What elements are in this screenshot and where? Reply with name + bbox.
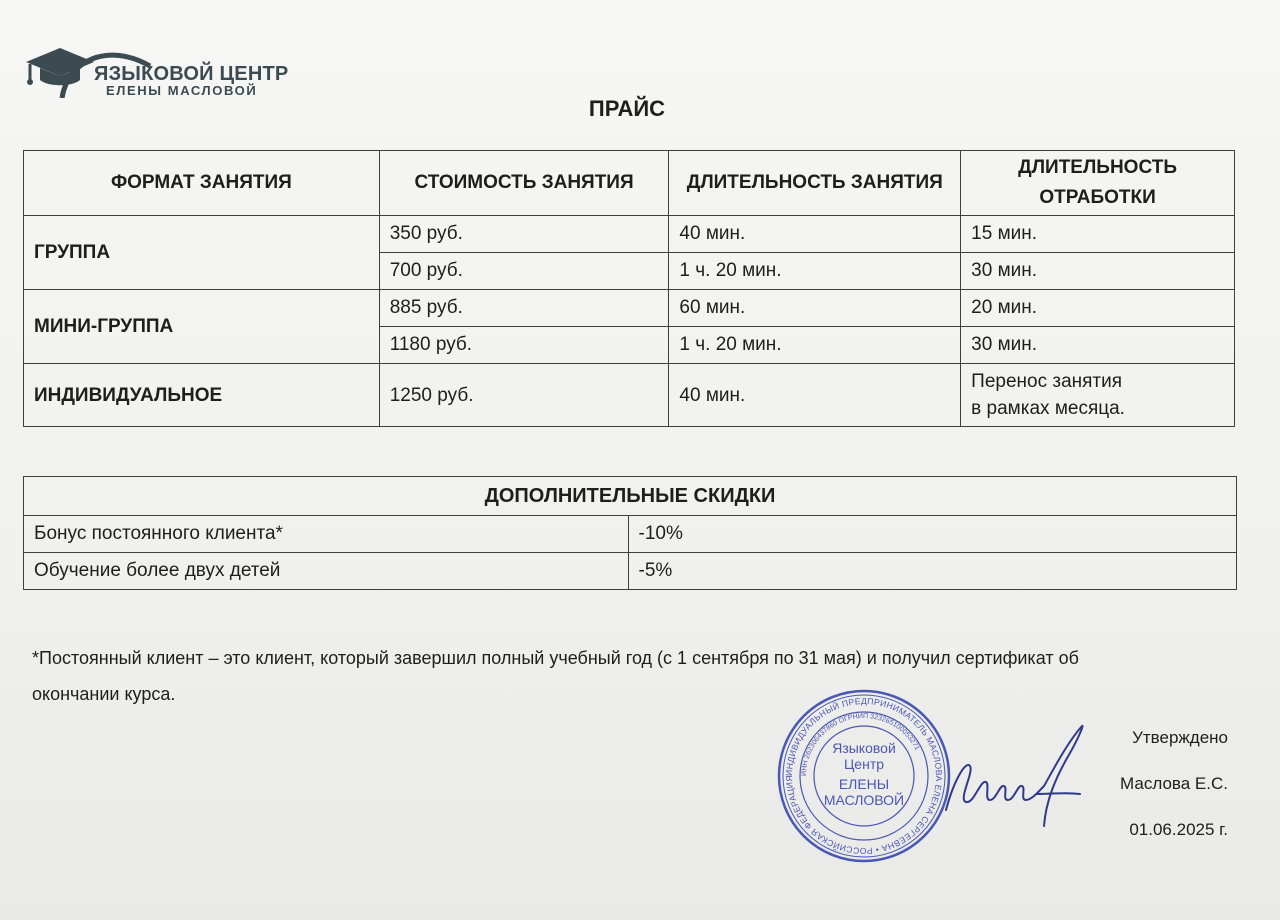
stamp-line: Центр <box>843 756 885 772</box>
duration-cell: 1 ч. 20 мин. <box>669 253 961 290</box>
makeup-cell: 30 мин. <box>961 327 1235 364</box>
discounts-title: ДОПОЛНИТЕЛЬНЫЕ СКИДКИ <box>24 477 1237 516</box>
official-stamp <box>776 688 952 864</box>
duration-cell: 1 ч. 20 мин. <box>669 327 961 364</box>
approval-label: Утверждено <box>1132 728 1228 747</box>
approval-date: 01.06.2025 г. <box>1129 820 1228 839</box>
logo-subtitle: ЕЛЕНЫ МАСЛОВОЙ <box>106 83 258 98</box>
table-header-row <box>24 477 1237 516</box>
stamp-line: ЕЛЕНЫ <box>838 776 890 792</box>
table-row <box>24 516 1237 553</box>
table-row <box>24 216 1235 253</box>
makeup-line: в рамках месяца. <box>971 398 1125 419</box>
stamp-line: МАСЛОВОЙ <box>823 792 905 808</box>
approver-name: Маслова Е.С. <box>1120 774 1228 793</box>
column-header-duration: ДЛИТЕЛЬНОСТЬ ЗАНЯТИЯ <box>669 151 961 216</box>
approval-block <box>1120 726 1228 864</box>
makeup-cell: 15 мин. <box>961 216 1235 253</box>
svg-text:ИНН 262306437860 ОГРНИП 323265: ИНН 262306437860 ОГРНИП 323265100053271 <box>800 712 921 777</box>
column-header-makeup: ДЛИТЕЛЬНОСТЬ ОТРАБОТКИ <box>961 151 1235 216</box>
company-logo <box>22 16 289 100</box>
duration-cell: 60 мин. <box>669 290 961 327</box>
makeup-line: Перенос занятия <box>971 371 1123 392</box>
cost-cell: 1180 руб. <box>379 327 669 364</box>
discounts-table <box>23 476 1237 590</box>
logo-title: ЯЗЫКОВОЙ ЦЕНТР <box>94 63 289 85</box>
discount-value: -5% <box>628 553 1236 590</box>
makeup-cell: 30 мин. <box>961 253 1235 290</box>
stamp-line: Языковой <box>832 740 896 756</box>
svg-text:ИНДИВИДУАЛЬНЫЙ ПРЕДПРИНИМАТЕЛЬ: ИНДИВИДУАЛЬНЫЙ ПРЕДПРИНИМАТЕЛЬ МАСЛОВА ЕЛЕНА СЕРГЕЕВНА • РОССИЙСКАЯ ФЕДЕРАЦИЯ <box>783 695 945 857</box>
makeup-cell <box>961 364 1235 427</box>
discount-label: Обучение более двух детей <box>24 553 629 590</box>
discount-value: -10% <box>628 516 1236 553</box>
footnote: *Постоянный клиент – это клиент, который завершил полный учебный год (с 1 сентября по 31 мая) и получил сертификат об окончании курса. <box>32 648 1079 704</box>
makeup-cell: 20 мин. <box>961 290 1235 327</box>
format-cell: МИНИ-ГРУППА <box>24 290 380 364</box>
column-header-cost: СТОИМОСТЬ ЗАНЯТИЯ <box>379 151 669 216</box>
duration-cell: 40 мин. <box>669 364 961 427</box>
duration-cell: 40 мин. <box>669 216 961 253</box>
table-row <box>24 553 1237 590</box>
format-cell: ГРУППА <box>24 216 380 290</box>
table-row <box>24 364 1235 427</box>
page-title: ПРАЙС <box>588 96 666 121</box>
cost-cell: 1250 руб. <box>379 364 669 427</box>
cost-cell: 700 руб. <box>379 253 669 290</box>
table-header-row <box>24 151 1235 216</box>
handwritten-signature <box>940 720 1090 830</box>
table-row <box>24 290 1235 327</box>
cost-cell: 350 руб. <box>379 216 669 253</box>
discount-label: Бонус постоянного клиента* <box>24 516 629 553</box>
price-table <box>23 150 1235 427</box>
cost-cell: 885 руб. <box>379 290 669 327</box>
format-cell: ИНДИВИДУАЛЬНОЕ <box>24 364 380 427</box>
column-header-format: ФОРМАТ ЗАНЯТИЯ <box>24 151 380 216</box>
